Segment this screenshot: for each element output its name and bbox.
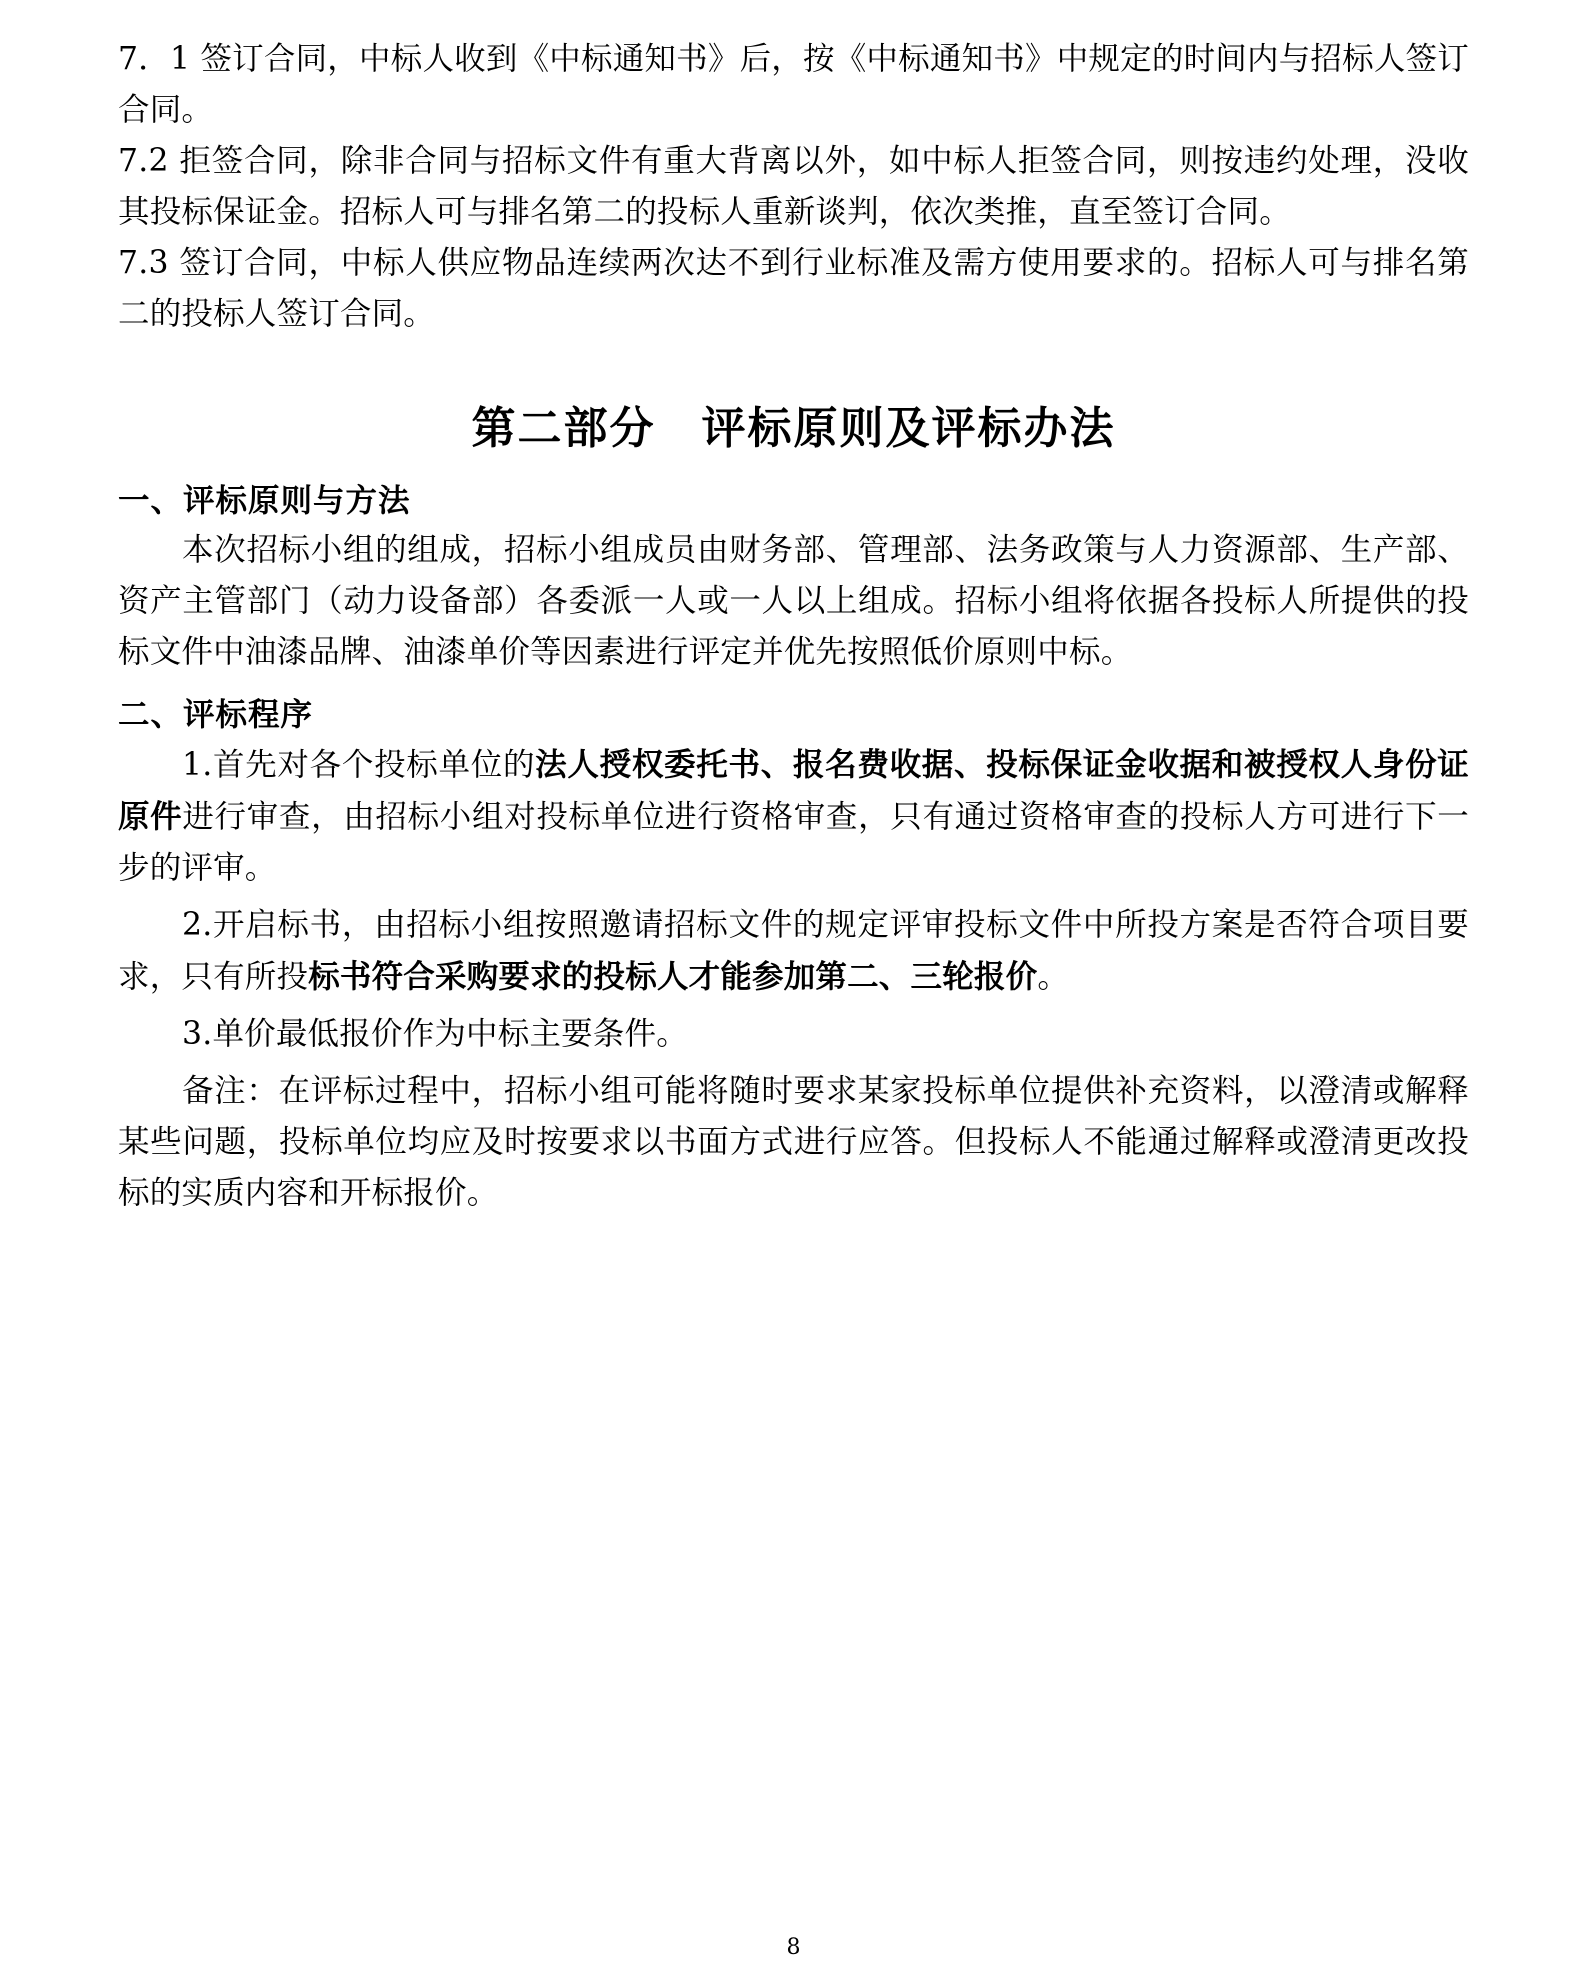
procedure-step-2 bbox=[118, 900, 1469, 1003]
procedure-section bbox=[118, 739, 1469, 1219]
step-2-text-a: 2.开启标书，由招标小组按照邀请招标文件的规定评审投标文件中所投方案是否符合项目要求，只有所投 bbox=[118, 907, 1469, 996]
page-number: 8 bbox=[786, 1935, 801, 1960]
principles-section bbox=[118, 525, 1469, 678]
heading-principles: 一、评标原则与方法 bbox=[118, 482, 411, 520]
clause-7-2: 7.2 拒签合同，除非合同与招标文件有重大背离以外，如中标人拒签合同，则按违约处理，没收其投标保证金。招标人可与排名第二的投标人重新谈判，依次类推，直至签订合同。 bbox=[118, 143, 1469, 231]
step-2-text-b: 。 bbox=[1037, 959, 1070, 996]
paragraph-principles: 本次招标小组的组成，招标小组成员由财务部、管理部、法务政策与人力资源部、生产部、资产主管部门（动力设备部）各委派一人或一人以上组成。招标小组将依据各投标人所提供的投标文件中油漆品牌、油漆单价等因素进行评定并优先按照低价原则中标。 bbox=[118, 532, 1469, 671]
procedure-remark: 备注：在评标过程中，招标小组可能将随时要求某家投标单位提供补充资料，以澄清或解释某些问题，投标单位均应及时按要求以书面方式进行应答。但投标人不能通过解释或澄清更改投标的实质内容和开标报价。 bbox=[118, 1073, 1469, 1212]
clause-7-1: 7．1 签订合同，中标人收到《中标通知书》后，按《中标通知书》中规定的时间内与招标人签订合同。 bbox=[118, 41, 1469, 129]
heading-procedure: 二、评标程序 bbox=[118, 696, 314, 734]
step-1-bold: 法人授权委托书、报名费收据、投标保证金收据和被授权人身份证原件 bbox=[118, 746, 1469, 836]
part-title-suffix: 评标原则及评标办法 bbox=[701, 403, 1116, 455]
part-title bbox=[118, 392, 1469, 456]
step-2-bold: 标书符合采购要求的投标人才能参加第二、三轮报价 bbox=[308, 958, 1038, 996]
clauses-section bbox=[118, 34, 1469, 340]
step-1-text-a: 1.首先对各个投标单位的 bbox=[182, 747, 536, 784]
step-1-text-b: 进行审查，由招标小组对投标单位进行资格审查，只有通过资格审查的投标人方可进行下一步的评审。 bbox=[118, 799, 1469, 887]
procedure-step-1 bbox=[118, 739, 1469, 894]
part-title-prefix: 第二部分 bbox=[471, 403, 656, 455]
procedure-step-3: 3.单价最低报价作为中标主要条件。 bbox=[182, 1016, 688, 1053]
clause-7-3: 7.3 签订合同，中标人供应物品连续两次达不到行业标准及需方使用要求的。招标人可与排名第二的投标人签订合同。 bbox=[118, 245, 1469, 333]
